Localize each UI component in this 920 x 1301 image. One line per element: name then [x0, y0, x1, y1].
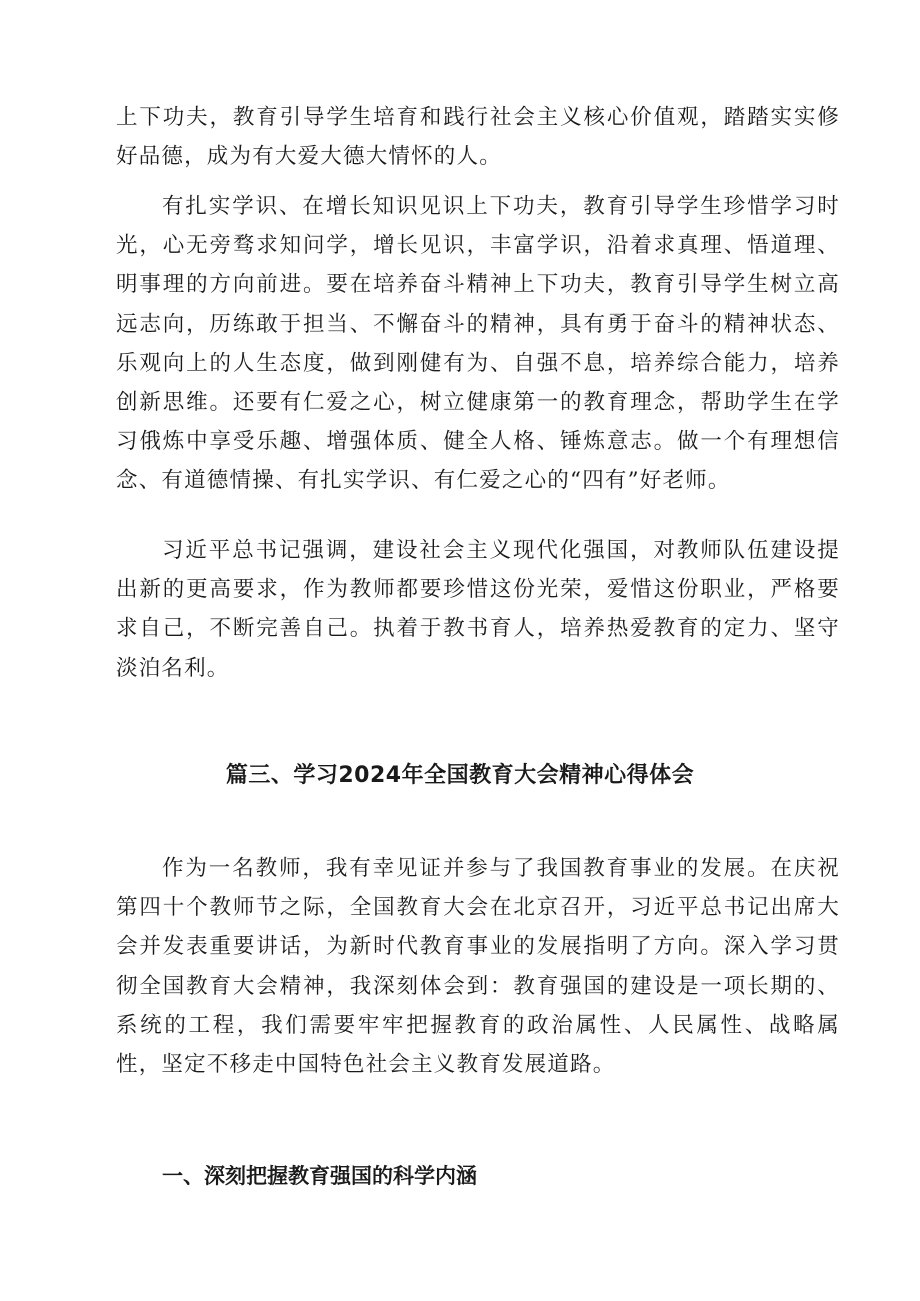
paragraph-intro: 作为一名教师，我有幸见证并参与了我国教育事业的发展。在庆祝第四十个教师节之际，全国教育大会在北京召开，习近平总书记出席大会并发表重要讲话，为新时代教育事业的发展指明了方向。深入学习贯彻全国教育大会精神，我深刻体会到：教育强国的建设是一项长期的、系统的工程，我们需要牢牢把握教育的政治属性、人民属性、战略属性，坚定不移走中国特色社会主义教育发展道路。 — [116, 856, 840, 1078]
subheading: 一、深刻把握教育强国的科学内涵 — [162, 1164, 477, 1188]
paragraph-teacher-requirements: 习近平总书记强调，建设社会主义现代化强国，对教师队伍建设提出新的更高要求，作为教师都要珍惜这份光荣，爱惜这份职业，严格要求自己，不断完善自己。执着于教书育人，培养热爱教育的定力、坚守淡泊名利。 — [116, 538, 840, 681]
section-title: 篇三、学习2024年全国教育大会精神心得体会 — [225, 763, 695, 788]
paragraph-four-haves: 有扎实学识、在增长知识见识上下功夫，教育引导学生珍惜学习时光，心无旁骛求知问学，增长见识，丰富学识，沿着求真理、悟道理、明事理的方向前进。要在培养奋斗精神上下功夫，教育引导学生树立高远志向，历练敢于担当、不懈奋斗的精神，具有勇于奋斗的精神状态、乐观向上的人生态度，做到刚健有为、自强不息，培养综合能力，培养创新思维。还要有仁爱之心，树立健康第一的教育理念，帮助学生在学习俄炼中享受乐趣、增强体质、健全人格、锤炼意志。做一个有理想信念、有道德情操、有扎实学识、有仁爱之心的“四有”好老师。 — [116, 194, 840, 494]
paragraph-continuation: 上下功夫，教育引导学生培育和践行社会主义核心价值观，踏踏实实修好品德，成为有大爱大德大情怀的人。 — [116, 105, 840, 170]
